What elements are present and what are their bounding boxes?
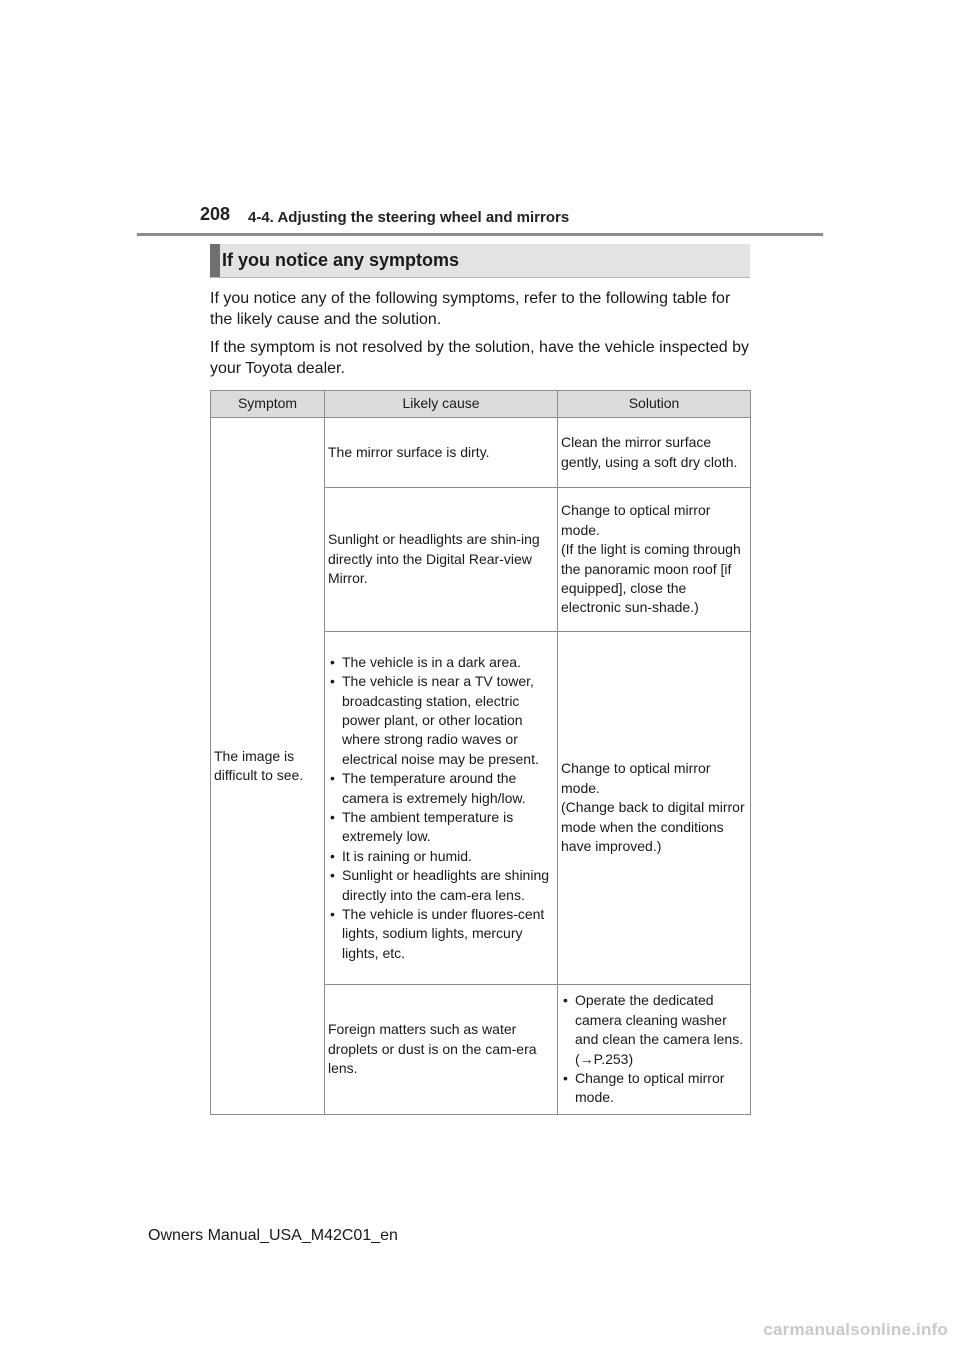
heading-accent-bar (210, 244, 220, 277)
column-header-solution: Solution (558, 391, 751, 418)
symptom-table (210, 390, 751, 1115)
cause-cell: Foreign matters such as water droplets or dust is on the cam-era lens. (325, 985, 558, 1115)
cause-cell: Sunlight or headlights are shin-ing directly into the Digital Rear-view Mirror. (325, 488, 558, 632)
cause-list (328, 653, 554, 964)
symptom-cell: The image is difficult to see. (211, 418, 325, 1115)
list-item: • Operate the dedicated camera cleaning washer and clean the camera lens. (→P.253) (561, 991, 747, 1069)
section-title: 4-4. Adjusting the steering wheel and mirrors (248, 209, 570, 226)
column-header-likely-cause: Likely cause (325, 391, 558, 418)
solution-cell: Change to optical mirror mode. (Change back to digital mirror mode when the conditions have improved.) (558, 632, 751, 985)
list-item: • Change to optical mirror mode. (561, 1069, 747, 1108)
cause-cell: The mirror surface is dirty. (325, 418, 558, 488)
solution-cell: Clean the mirror surface gently, using a soft dry cloth. (558, 418, 751, 488)
page-number: 208 (200, 204, 231, 224)
intro-paragraph-1: If you notice any of the following symptoms, refer to the following table for the likely cause and the solution. (210, 290, 731, 328)
intro-paragraph-2: If the symptom is not resolved by the solution, have the vehicle inspected by your Toyota dealer. (210, 339, 749, 377)
list-item: • It is raining or humid. (328, 847, 554, 866)
solution-list (561, 991, 747, 1107)
cause-cell (325, 632, 558, 985)
list-item: • The ambient temperature is extremely low. (328, 808, 554, 847)
list-item: • The vehicle is in a dark area. (328, 653, 554, 672)
list-item: • Sunlight or headlights are shining directly into the cam-era lens. (328, 866, 554, 905)
table-row (211, 418, 751, 488)
section-heading (210, 244, 750, 278)
solution-cell (558, 985, 751, 1115)
column-header-symptom: Symptom (211, 391, 325, 418)
table-header-row (211, 391, 751, 418)
footer-manual-id: Owners Manual_USA_M42C01_en (148, 1227, 398, 1244)
list-item: • The temperature around the camera is extremely high/low. (328, 769, 554, 808)
heading-text: If you notice any symptoms (222, 250, 460, 270)
header-divider (137, 233, 823, 236)
watermark: carmanualsonline.info (763, 1320, 948, 1339)
solution-cell: Change to optical mirror mode. (If the light is coming through the panoramic moon roof [if equipped], close the electronic sun-shade.) (558, 488, 751, 632)
list-item: • The vehicle is under fluores-cent lights, sodium lights, mercury lights, etc. (328, 905, 554, 963)
list-item: • The vehicle is near a TV tower, broadcasting station, electric power plant, or other location where strong radio waves or electrical noise may be present. (328, 672, 554, 769)
